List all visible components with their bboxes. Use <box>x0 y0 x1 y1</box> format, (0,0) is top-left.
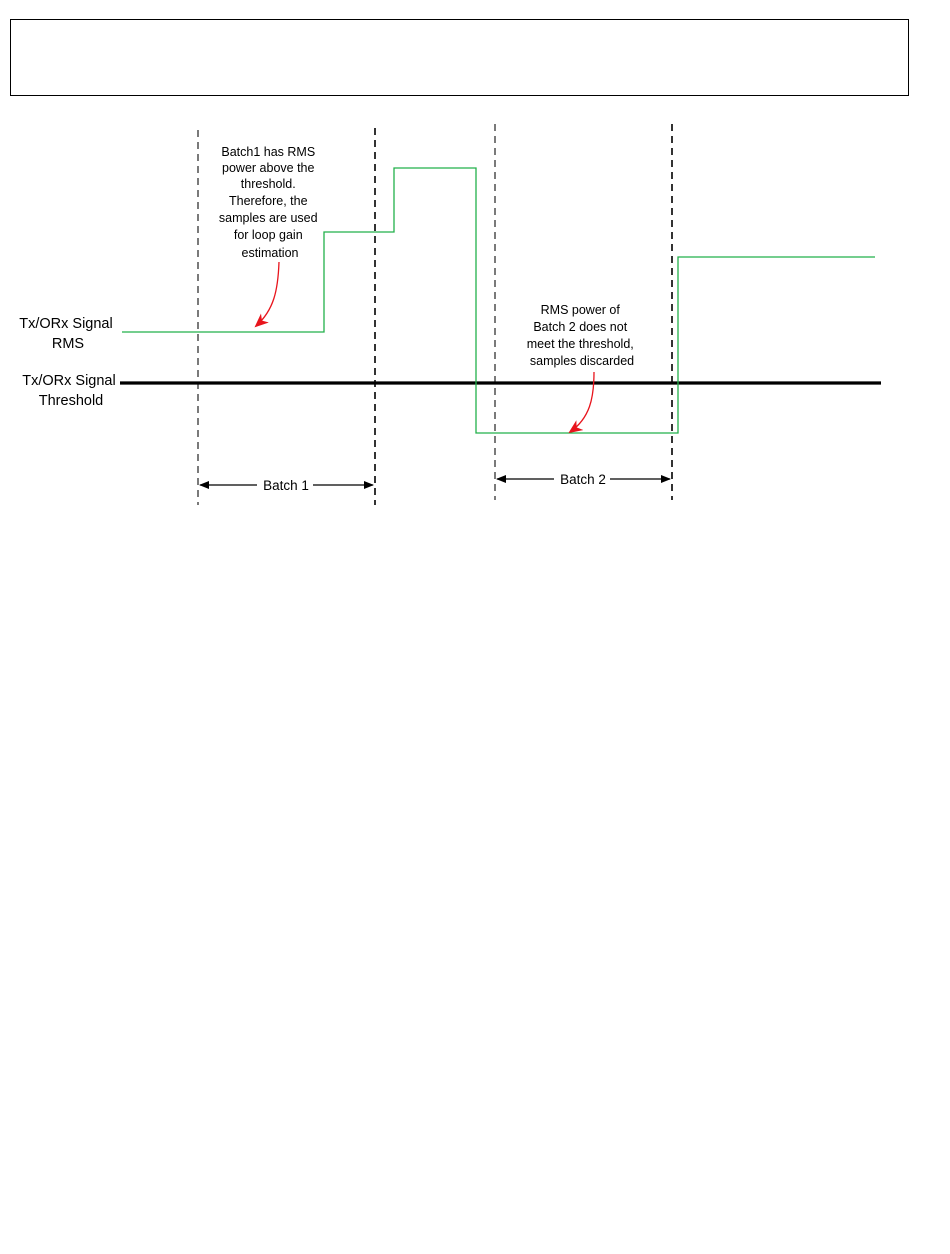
batch2-note: RMS power of Batch 2 does not meet the threshold, samples discarded <box>526 303 635 368</box>
batch1-pointer-arrow <box>256 262 279 326</box>
signal-rms-label: Tx/ORx Signal RMS <box>19 316 113 352</box>
batch2-pointer-arrow <box>570 372 594 432</box>
batch1-note: Batch1 has RMS power above the threshold. Therefore, the samples are used for loop gain estimation <box>218 145 318 260</box>
threshold-label: Tx/ORx Signal Threshold <box>22 373 116 409</box>
batch1-label: Batch 1 <box>263 478 309 493</box>
batch2-label: Batch 2 <box>560 472 606 487</box>
